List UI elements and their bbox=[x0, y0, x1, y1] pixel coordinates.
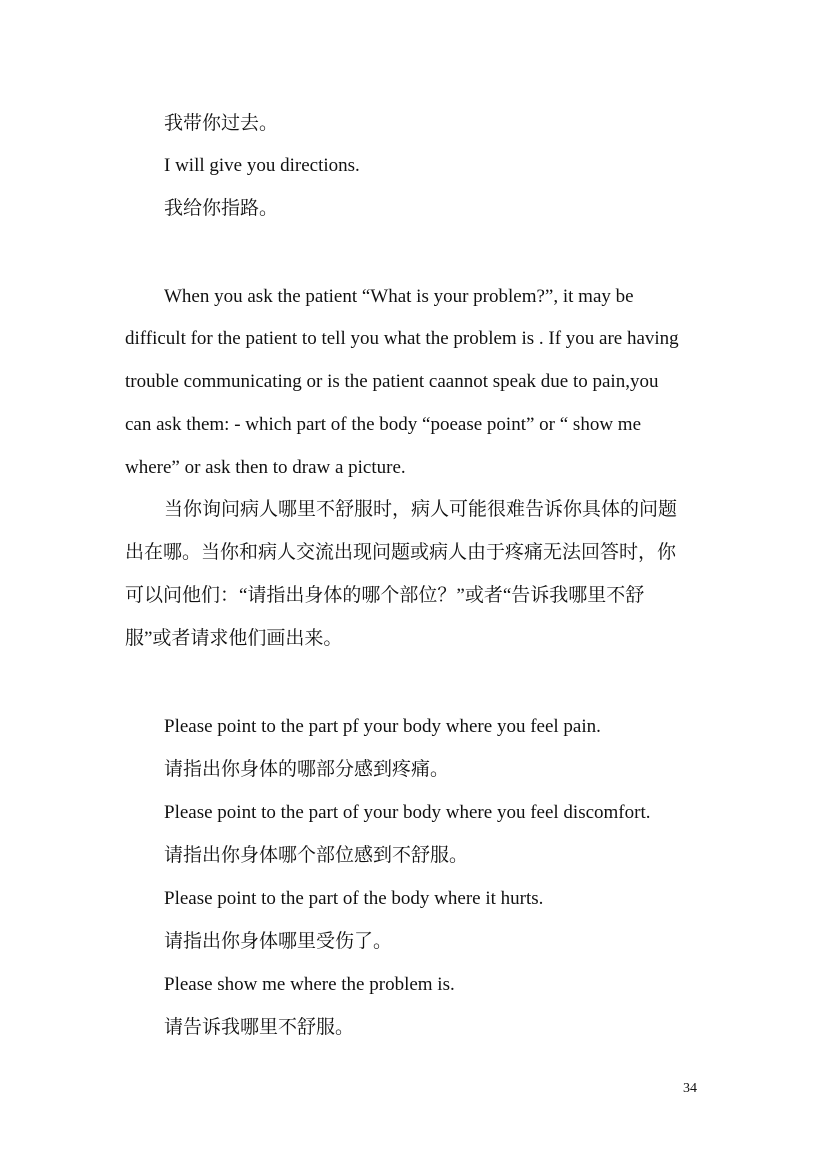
phrase-zh: 请指出你身体哪个部位感到不舒服。 bbox=[164, 845, 469, 866]
phrase-zh: 请指出你身体哪里受伤了。 bbox=[164, 931, 393, 952]
paragraph-en-line: trouble communicating or is the patient caannot speak due to pain,you bbox=[125, 371, 659, 392]
phrase-zh: 请指出你身体的哪部分感到疼痛。 bbox=[164, 759, 450, 780]
phrase-en: Please point to the part of your body where you feel discomfort. bbox=[164, 802, 651, 823]
phrase-en: Please point to the part of the body where it hurts. bbox=[164, 888, 544, 909]
page-number: 34 bbox=[683, 1081, 697, 1096]
paragraph-en-line: difficult for the patient to tell you what the problem is . If you are having bbox=[125, 328, 679, 349]
text-line: 我给你指路。 bbox=[164, 198, 279, 219]
text-line: I will give you directions. bbox=[164, 155, 360, 176]
phrase-en: Please point to the part pf your body where you feel pain. bbox=[164, 716, 601, 737]
phrase-zh: 请告诉我哪里不舒服。 bbox=[164, 1017, 355, 1038]
paragraph-zh-line: 当你询问病人哪里不舒服时，病人可能很难告诉你具体的问题 bbox=[164, 499, 678, 520]
paragraph-zh-line: 服”或者请求他们画出来。 bbox=[125, 628, 343, 649]
paragraph-zh-line: 可以问他们：“请指出身体的哪个部位？”或者“告诉我哪里不舒 bbox=[125, 585, 645, 606]
paragraph-zh-line: 出在哪。当你和病人交流出现问题或病人由于疼痛无法回答时，你 bbox=[125, 542, 677, 563]
paragraph-en-line: When you ask the patient “What is your problem?”, it may be bbox=[164, 286, 634, 307]
paragraph-en-line: where” or ask then to draw a picture. bbox=[125, 457, 406, 478]
text-line: 我带你过去。 bbox=[164, 113, 279, 134]
phrase-en: Please show me where the problem is. bbox=[164, 974, 455, 995]
paragraph-en-line: can ask them: - which part of the body “poease point” or “ show me bbox=[125, 414, 642, 435]
